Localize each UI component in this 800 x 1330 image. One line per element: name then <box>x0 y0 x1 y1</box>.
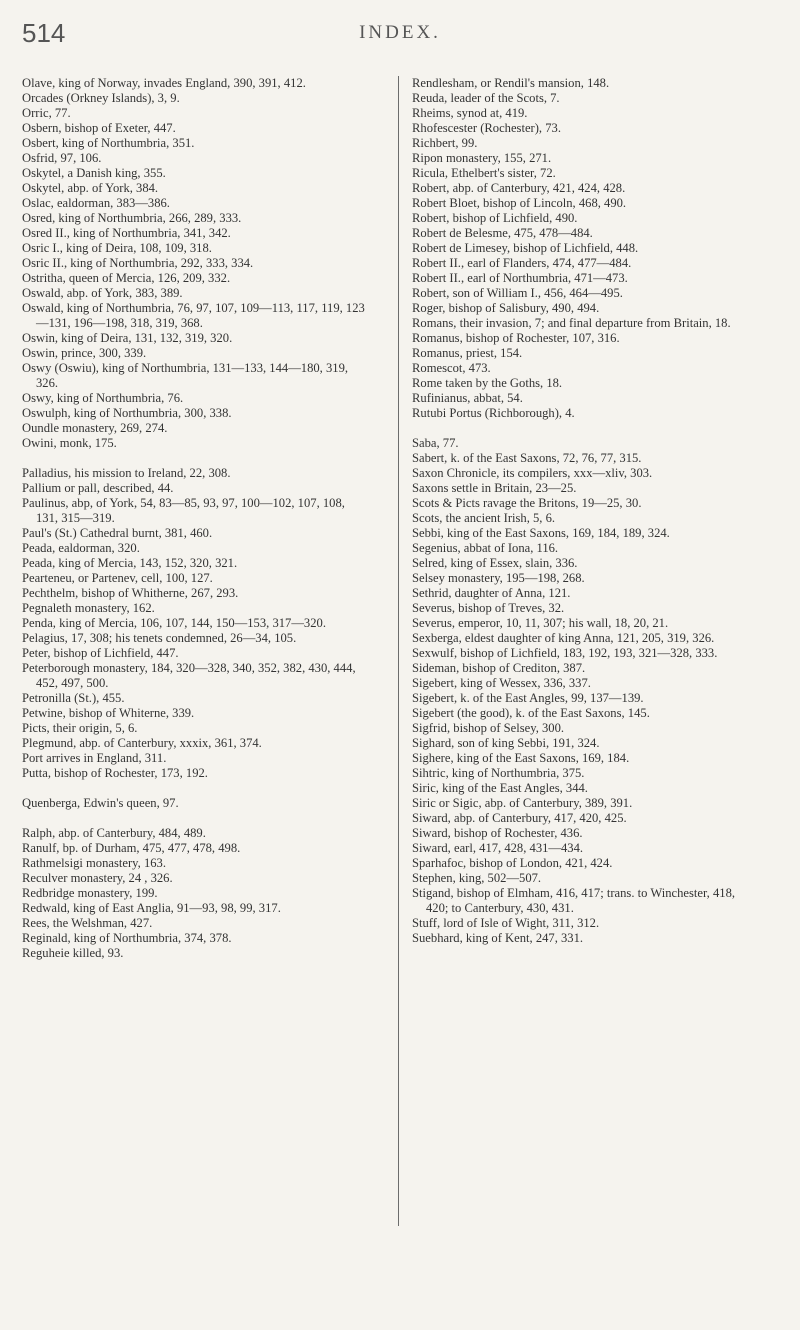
index-entry: Reguheie killed, 93. <box>22 946 124 960</box>
index-entry: Osric I., king of Deira, 108, 109, 318. <box>22 241 212 255</box>
index-entry: Sexberga, eldest daughter of king Anna, 121, 205, 319, 326. <box>412 631 715 645</box>
index-entry: Romans, their invasion, 7; and final departure from Britain, 18. <box>412 316 731 330</box>
index-column-right <box>412 76 760 946</box>
index-entry: Osbert, king of Northumbria, 351. <box>22 136 195 150</box>
index-entry: Peada, ealdorman, 320. <box>22 541 140 555</box>
index-entry: Rathmelsigi monastery, 163. <box>22 856 166 870</box>
index-entry: Saxon Chronicle, its compilers, xxx—xliv, 303. <box>412 466 653 480</box>
index-entry: Sebbi, king of the East Saxons, 169, 184, 189, 324. <box>412 526 670 540</box>
index-entry: Sparhafoc, bishop of London, 421, 424. <box>412 856 613 870</box>
index-entry: Redbridge monastery, 199. <box>22 886 158 900</box>
index-entry: Stephen, king, 502—507. <box>412 871 542 885</box>
index-entry: Paulinus, abp, of York, 54, 83—85, 93, 97, 100—102, 107, 108, 131, 315—319. <box>22 496 345 525</box>
index-entry: Siric, king of the East Angles, 344. <box>412 781 588 795</box>
index-entry: Siward, earl, 417, 428, 431—434. <box>412 841 584 855</box>
index-entry: Peada, king of Mercia, 143, 152, 320, 321. <box>22 556 238 570</box>
index-entry: Sighere, king of the East Saxons, 169, 184. <box>412 751 630 765</box>
index-entry: Saba, 77. <box>412 436 459 450</box>
index-column-left <box>22 76 370 961</box>
index-entry: Sethrid, daughter of Anna, 121. <box>412 586 571 600</box>
index-entry: Sigfrid, bishop of Selsey, 300. <box>412 721 565 735</box>
index-entry: Romanus, bishop of Rochester, 107, 316. <box>412 331 620 345</box>
index-entry: Osred II., king of Northumbria, 341, 342. <box>22 226 231 240</box>
column-divider <box>398 76 399 1226</box>
index-entry: Stuff, lord of Isle of Wight, 311, 312. <box>412 916 600 930</box>
index-entry: Selred, king of Essex, slain, 336. <box>412 556 578 570</box>
index-entry: Rendlesham, or Rendil's mansion, 148. <box>412 76 610 90</box>
index-entry: Oskytel, a Danish king, 355. <box>22 166 166 180</box>
index-entry: Oswulph, king of Northumbria, 300, 338. <box>22 406 232 420</box>
index-entry: Oswald, king of Northumbria, 76, 97, 107, 109—113, 117, 119, 123—131, 196—198, 318, 319, 368. <box>22 301 365 330</box>
index-entry: Pelagius, 17, 308; his tenets condemned, 26—34, 105. <box>22 631 297 645</box>
index-entry: Picts, their origin, 5, 6. <box>22 721 138 735</box>
index-entry: Osred, king of Northumbria, 266, 289, 333. <box>22 211 242 225</box>
index-entry: Rutubi Portus (Richborough), 4. <box>412 406 575 420</box>
index-entry: Siward, bishop of Rochester, 436. <box>412 826 583 840</box>
index-entry: Severus, emperor, 10, 11, 307; his wall, 18, 20, 21. <box>412 616 669 630</box>
index-entry: Rhofescester (Rochester), 73. <box>412 121 561 135</box>
index-entry: Robert, abp. of Canterbury, 421, 424, 428. <box>412 181 626 195</box>
index-entry: Sihtric, king of Northumbria, 375. <box>412 766 585 780</box>
index-entry: Sigebert (the good), k. of the East Saxons, 145. <box>412 706 650 720</box>
index-entry: Olave, king of Norway, invades England, 390, 391, 412. <box>22 76 306 90</box>
index-entry: Pegnaleth monastery, 162. <box>22 601 155 615</box>
index-entry: Siward, abp. of Canterbury, 417, 420, 425. <box>412 811 627 825</box>
index-entry: Ralph, abp. of Canterbury, 484, 489. <box>22 826 206 840</box>
index-entry: Peterborough monastery, 184, 320—328, 340, 352, 382, 430, 444, 452, 497, 500. <box>22 661 356 690</box>
group-separator <box>22 781 370 796</box>
index-entry: Scots & Picts ravage the Britons, 19—25, 30. <box>412 496 642 510</box>
index-entry: Robert de Belesme, 475, 478—484. <box>412 226 593 240</box>
index-entry: Robert II., earl of Flanders, 474, 477—484. <box>412 256 632 270</box>
index-entry: Oundle monastery, 269, 274. <box>22 421 168 435</box>
index-entry: Robert Bloet, bishop of Lincoln, 468, 490. <box>412 196 627 210</box>
index-entry: Reculver monastery, 24 , 326. <box>22 871 173 885</box>
index-entry: Owini, monk, 175. <box>22 436 117 450</box>
index-entry: Oslac, ealdorman, 383—386. <box>22 196 170 210</box>
index-entry: Sexwulf, bishop of Lichfield, 183, 192, 193, 321—328, 333. <box>412 646 718 660</box>
index-entry: Oswin, prince, 300, 339. <box>22 346 147 360</box>
index-entry: Port arrives in England, 311. <box>22 751 167 765</box>
index-entry: Oswy, king of Northumbria, 76. <box>22 391 184 405</box>
index-entry: Oswin, king of Deira, 131, 132, 319, 320. <box>22 331 233 345</box>
group-separator <box>22 811 370 826</box>
index-entry: Ranulf, bp. of Durham, 475, 477, 478, 498. <box>22 841 241 855</box>
index-entry: Peter, bishop of Lichfield, 447. <box>22 646 179 660</box>
index-entry: Rheims, synod at, 419. <box>412 106 528 120</box>
running-head: INDEX. <box>359 22 441 43</box>
group-separator <box>412 421 760 436</box>
group-separator <box>22 451 370 466</box>
index-entry: Pallium or pall, described, 44. <box>22 481 174 495</box>
index-entry: Robert, son of William I., 456, 464—495. <box>412 286 623 300</box>
index-entry: Plegmund, abp. of Canterbury, xxxix, 361, 374. <box>22 736 262 750</box>
index-entry: Osfrid, 97, 106. <box>22 151 102 165</box>
page-header <box>0 18 800 58</box>
index-entry: Penda, king of Mercia, 106, 107, 144, 150—153, 317—320. <box>22 616 326 630</box>
index-entry: Rufinianus, abbat, 54. <box>412 391 523 405</box>
index-entry: Roger, bishop of Salisbury, 490, 494. <box>412 301 600 315</box>
page-number: 514 <box>22 18 66 48</box>
index-entry: Palladius, his mission to Ireland, 22, 308. <box>22 466 231 480</box>
index-entry: Reuda, leader of the Scots, 7. <box>412 91 560 105</box>
index-entry: Severus, bishop of Treves, 32. <box>412 601 565 615</box>
index-entry: Redwald, king of East Anglia, 91—93, 98, 99, 317. <box>22 901 281 915</box>
index-entry: Sigebert, king of Wessex, 336, 337. <box>412 676 591 690</box>
index-entry: Reginald, king of Northumbria, 374, 378. <box>22 931 232 945</box>
index-entry: Siric or Sigic, abp. of Canterbury, 389, 391. <box>412 796 633 810</box>
index-entry: Ricula, Ethelbert's sister, 72. <box>412 166 556 180</box>
index-columns <box>22 76 782 1316</box>
index-entry: Sigebert, k. of the East Angles, 99, 137—139. <box>412 691 644 705</box>
index-entry: Pearteneu, or Partenev, cell, 100, 127. <box>22 571 213 585</box>
index-entry: Petronilla (St.), 455. <box>22 691 125 705</box>
index-entry: Robert II., earl of Northumbria, 471—473. <box>412 271 628 285</box>
index-entry: Orcades (Orkney Islands), 3, 9. <box>22 91 180 105</box>
index-entry: Suebhard, king of Kent, 247, 331. <box>412 931 584 945</box>
index-entry: Scots, the ancient Irish, 5, 6. <box>412 511 556 525</box>
index-entry: Rome taken by the Goths, 18. <box>412 376 563 390</box>
index-entry: Orric, 77. <box>22 106 71 120</box>
index-entry: Robert, bishop of Lichfield, 490. <box>412 211 578 225</box>
index-entry: Robert de Limesey, bishop of Lichfield, 448. <box>412 241 639 255</box>
index-entry: Quenberga, Edwin's queen, 97. <box>22 796 179 810</box>
index-entry: Selsey monastery, 195—198, 268. <box>412 571 585 585</box>
index-entry: Sideman, bishop of Crediton, 387. <box>412 661 586 675</box>
index-entry: Romescot, 473. <box>412 361 491 375</box>
index-entry: Ripon monastery, 155, 271. <box>412 151 552 165</box>
index-entry: Saxons settle in Britain, 23—25. <box>412 481 577 495</box>
index-entry: Stigand, bishop of Elmham, 416, 417; trans. to Winchester, 418, 420; to Canterbury, 430, 431. <box>412 886 736 915</box>
index-entry: Ostritha, queen of Mercia, 126, 209, 332. <box>22 271 231 285</box>
index-entry: Sighard, son of king Sebbi, 191, 324. <box>412 736 600 750</box>
index-entry: Putta, bishop of Rochester, 173, 192. <box>22 766 208 780</box>
index-entry: Oskytel, abp. of York, 384. <box>22 181 159 195</box>
index-entry: Petwine, bishop of Whiterne, 339. <box>22 706 195 720</box>
index-entry: Oswy (Oswiu), king of Northumbria, 131—133, 144—180, 319, 326. <box>22 361 349 390</box>
index-entry: Romanus, priest, 154. <box>412 346 523 360</box>
index-entry: Osbern, bishop of Exeter, 447. <box>22 121 176 135</box>
index-entry: Pechthelm, bishop of Whitherne, 267, 293. <box>22 586 239 600</box>
index-entry: Paul's (St.) Cathedral burnt, 381, 460. <box>22 526 213 540</box>
index-entry: Osric II., king of Northumbria, 292, 333, 334. <box>22 256 254 270</box>
index-entry: Rees, the Welshman, 427. <box>22 916 153 930</box>
index-entry: Oswald, abp. of York, 383, 389. <box>22 286 183 300</box>
index-entry: Richbert, 99. <box>412 136 478 150</box>
index-entry: Segenius, abbat of Iona, 116. <box>412 541 559 555</box>
index-entry: Sabert, k. of the East Saxons, 72, 76, 77, 315. <box>412 451 642 465</box>
